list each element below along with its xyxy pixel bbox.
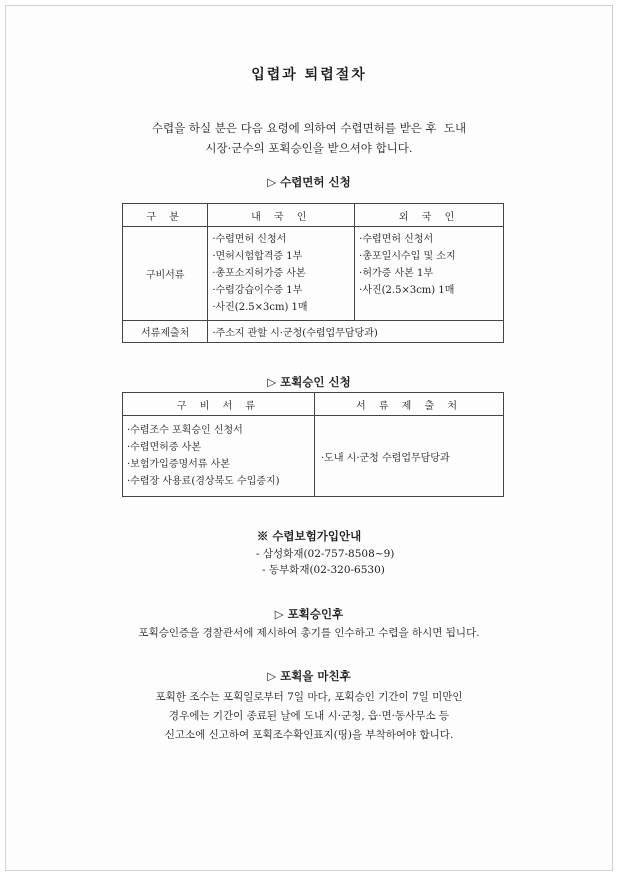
list-item: ·총포일시수입 및 소지: [359, 251, 456, 262]
row-label-submit-office: 서류제출처: [123, 321, 208, 343]
header-submit-office: 서 류 제 출 처: [314, 393, 503, 416]
table-header-row: [123, 204, 504, 227]
approval-office-value: ·도내 시·군청 수렵업무담당과: [314, 416, 503, 497]
list-item: ·수렵강습이수증 1부: [212, 285, 303, 296]
table-row: [123, 227, 504, 321]
after-hunting-line-2: 경우에는 기간이 종료된 날에 도내 시·군청, 읍·면·동사무소 등: [168, 710, 450, 722]
list-item: ·수렵면허 신청서: [212, 234, 287, 245]
intro-line-2: 시장·군수의 포획승인을 받으셔야 합니다.: [205, 141, 413, 155]
insurance-line-1: - 삼성화재(02-757-8508~9): [256, 548, 395, 560]
table-header-row: [123, 393, 504, 416]
insurance-line-2: - 동부화재(02-320-6530): [262, 564, 385, 576]
after-hunting-line-3: 신고소에 신고하여 포획조수확인표지(띵)을 부착하여야 합니다.: [164, 729, 454, 741]
header-foreign: 외 국 인: [355, 204, 504, 227]
section-heading-after-hunting: ▷ 포획을 마친후: [267, 669, 351, 683]
approval-docs-list: [123, 416, 315, 497]
section-heading-after-approval: ▷ 포획승인후: [274, 607, 344, 621]
intro-paragraph: [0, 118, 618, 158]
list-item: ·수렵면허증 사본: [127, 442, 201, 453]
page-title: 입렵과 퇴렵절차: [251, 67, 367, 83]
list-item: ·수렵면허 신청서: [359, 234, 434, 245]
after-approval-text: 포획승인증을 경찰관서에 제시하여 총기를 인수하고 수렵을 하시면 됩니다.: [138, 627, 480, 639]
header-domestic: 내 국 인: [208, 204, 355, 227]
list-item: ·총포소지허가증 사본: [212, 268, 306, 279]
insurance-heading: ※ 수렵보험가입안내: [256, 529, 362, 543]
intro-line-1: 수렵을 하실 분은 다음 요령에 의하여 수렵면허를 받은 후 도내: [151, 121, 467, 135]
list-item: ·허가증 사본 1부: [359, 268, 434, 279]
approval-table: [122, 392, 504, 497]
after-hunting-paragraph: [0, 688, 618, 745]
table-row: [123, 416, 504, 497]
list-item: ·사진(2.5×3cm) 1매: [359, 285, 455, 296]
list-item: ·수렵조수 포획승인 신청서: [127, 425, 243, 436]
section-heading-approval: ▷ 포획승인 신청: [267, 375, 351, 389]
header-required-docs: 구 비 서 류: [123, 393, 315, 416]
header-category: 구 분: [123, 204, 208, 227]
section-heading-license: ▷ 수렵면허 신청: [267, 175, 351, 189]
foreign-docs-list: [355, 227, 504, 321]
list-item: ·사진(2.5×3cm) 1매: [212, 302, 308, 313]
list-item: ·수렵장 사용료(경상북도 수입증지): [127, 476, 280, 487]
domestic-docs-list: [208, 227, 355, 321]
row-label-required-docs: 구비서류: [123, 227, 208, 321]
submit-office-value: ·주소지 관할 시·군청(수렵업무담당과): [208, 321, 504, 343]
table-row: [123, 321, 504, 343]
after-hunting-line-1: 포획한 조수는 포획일로부터 7일 마다, 포획승인 기간이 7일 미만인: [155, 691, 463, 703]
list-item: ·보험가입증명서류 사본: [127, 459, 230, 470]
list-item: ·면허시험합격증 1부: [212, 251, 303, 262]
license-table: [122, 203, 504, 343]
